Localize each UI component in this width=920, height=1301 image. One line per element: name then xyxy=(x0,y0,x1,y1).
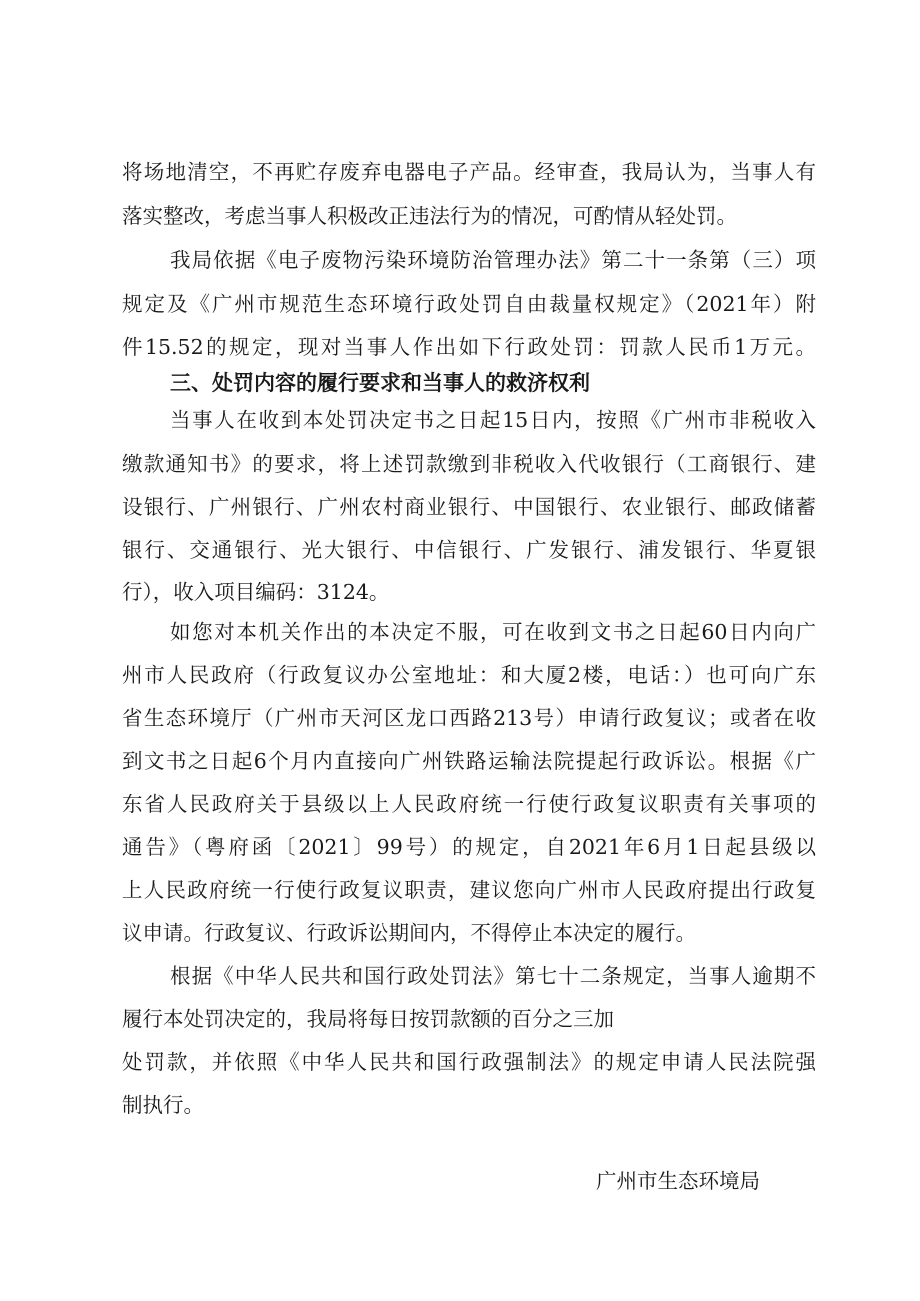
paragraph-line: 缴款通知书》的要求，将上述罚款缴到非税收入代收银行（工商银行、建 xyxy=(122,452,816,476)
paragraph-line: 规定及《广州市规范生态环境行政处罚自由裁量权规定》（2021年）附 xyxy=(122,292,816,316)
paragraph-line: 根据《中华人民共和国行政处罚法》第七十二条规定，当事人逾期不 xyxy=(170,964,816,988)
paragraph-line: 州市人民政府（行政复议办公室地址：和大厦2楼，电话：）也可向广东 xyxy=(122,663,816,687)
paragraph-line: 我局依据《电子废物污染环境防治管理办法》第二十一条第（三）项 xyxy=(170,248,816,272)
paragraph-line: 银行、交通银行、光大银行、中信银行、广发银行、浦发银行、华夏银 xyxy=(122,538,816,562)
paragraph-line: 通告》（粤府函〔2021〕99号）的规定，自2021年6月1日起县级以 xyxy=(122,835,816,859)
paragraph-line: 落实整改，考虑当事人积极改正违法行为的情况，可酌情从轻处罚。 xyxy=(122,204,737,228)
paragraph-line: 制执行。 xyxy=(122,1093,204,1117)
paragraph-line: 当事人在收到本处罚决定书之日起15日内，按照《广州市非税收入 xyxy=(170,408,816,432)
issuer-signature: 广州市生态环境局 xyxy=(596,1169,760,1193)
paragraph-line: 设银行、广州银行、广州农村商业银行、中国银行、农业银行、邮政储蓄 xyxy=(122,495,816,519)
section-heading: 三、处罚内容的履行要求和当事人的救济权利 xyxy=(170,371,590,395)
paragraph-line: 上人民政府统一行使行政复议职责，建议您向广州市人民政府提出行政复 xyxy=(122,878,816,902)
paragraph-line: 东省人民政府关于县级以上人民政府统一行使行政复议职责有关事项的 xyxy=(122,792,816,816)
paragraph-line: 处罚款，并依照《中华人民共和国行政强制法》的规定申请人民法院强 xyxy=(122,1050,816,1074)
paragraph-line: 将场地清空，不再贮存废弃电器电子产品。经审查，我局认为，当事人有 xyxy=(122,160,816,184)
paragraph-line: 到文书之日起6个月内直接向广州铁路运输法院提起行政诉讼。根据《广 xyxy=(122,749,816,773)
paragraph-line: 议申请。行政复议、行政诉讼期间内，不得停止本决定的履行。 xyxy=(122,921,696,945)
paragraph-line: 省生态环境厅（广州市天河区龙口西路213号）申请行政复议；或者在收 xyxy=(122,706,816,730)
paragraph-line: 行），收入项目编码：3124。 xyxy=(122,580,390,604)
paragraph-line: 履行本处罚决定的，我局将每日按罚款额的百分之三加 xyxy=(122,1007,614,1031)
paragraph-line: 如您对本机关作出的本决定不服，可在收到文书之日起60日内向广 xyxy=(170,620,816,644)
paragraph-line: 件15.52的规定，现对当事人作出如下行政处罚：罚款人民币1万元。 xyxy=(122,335,816,359)
